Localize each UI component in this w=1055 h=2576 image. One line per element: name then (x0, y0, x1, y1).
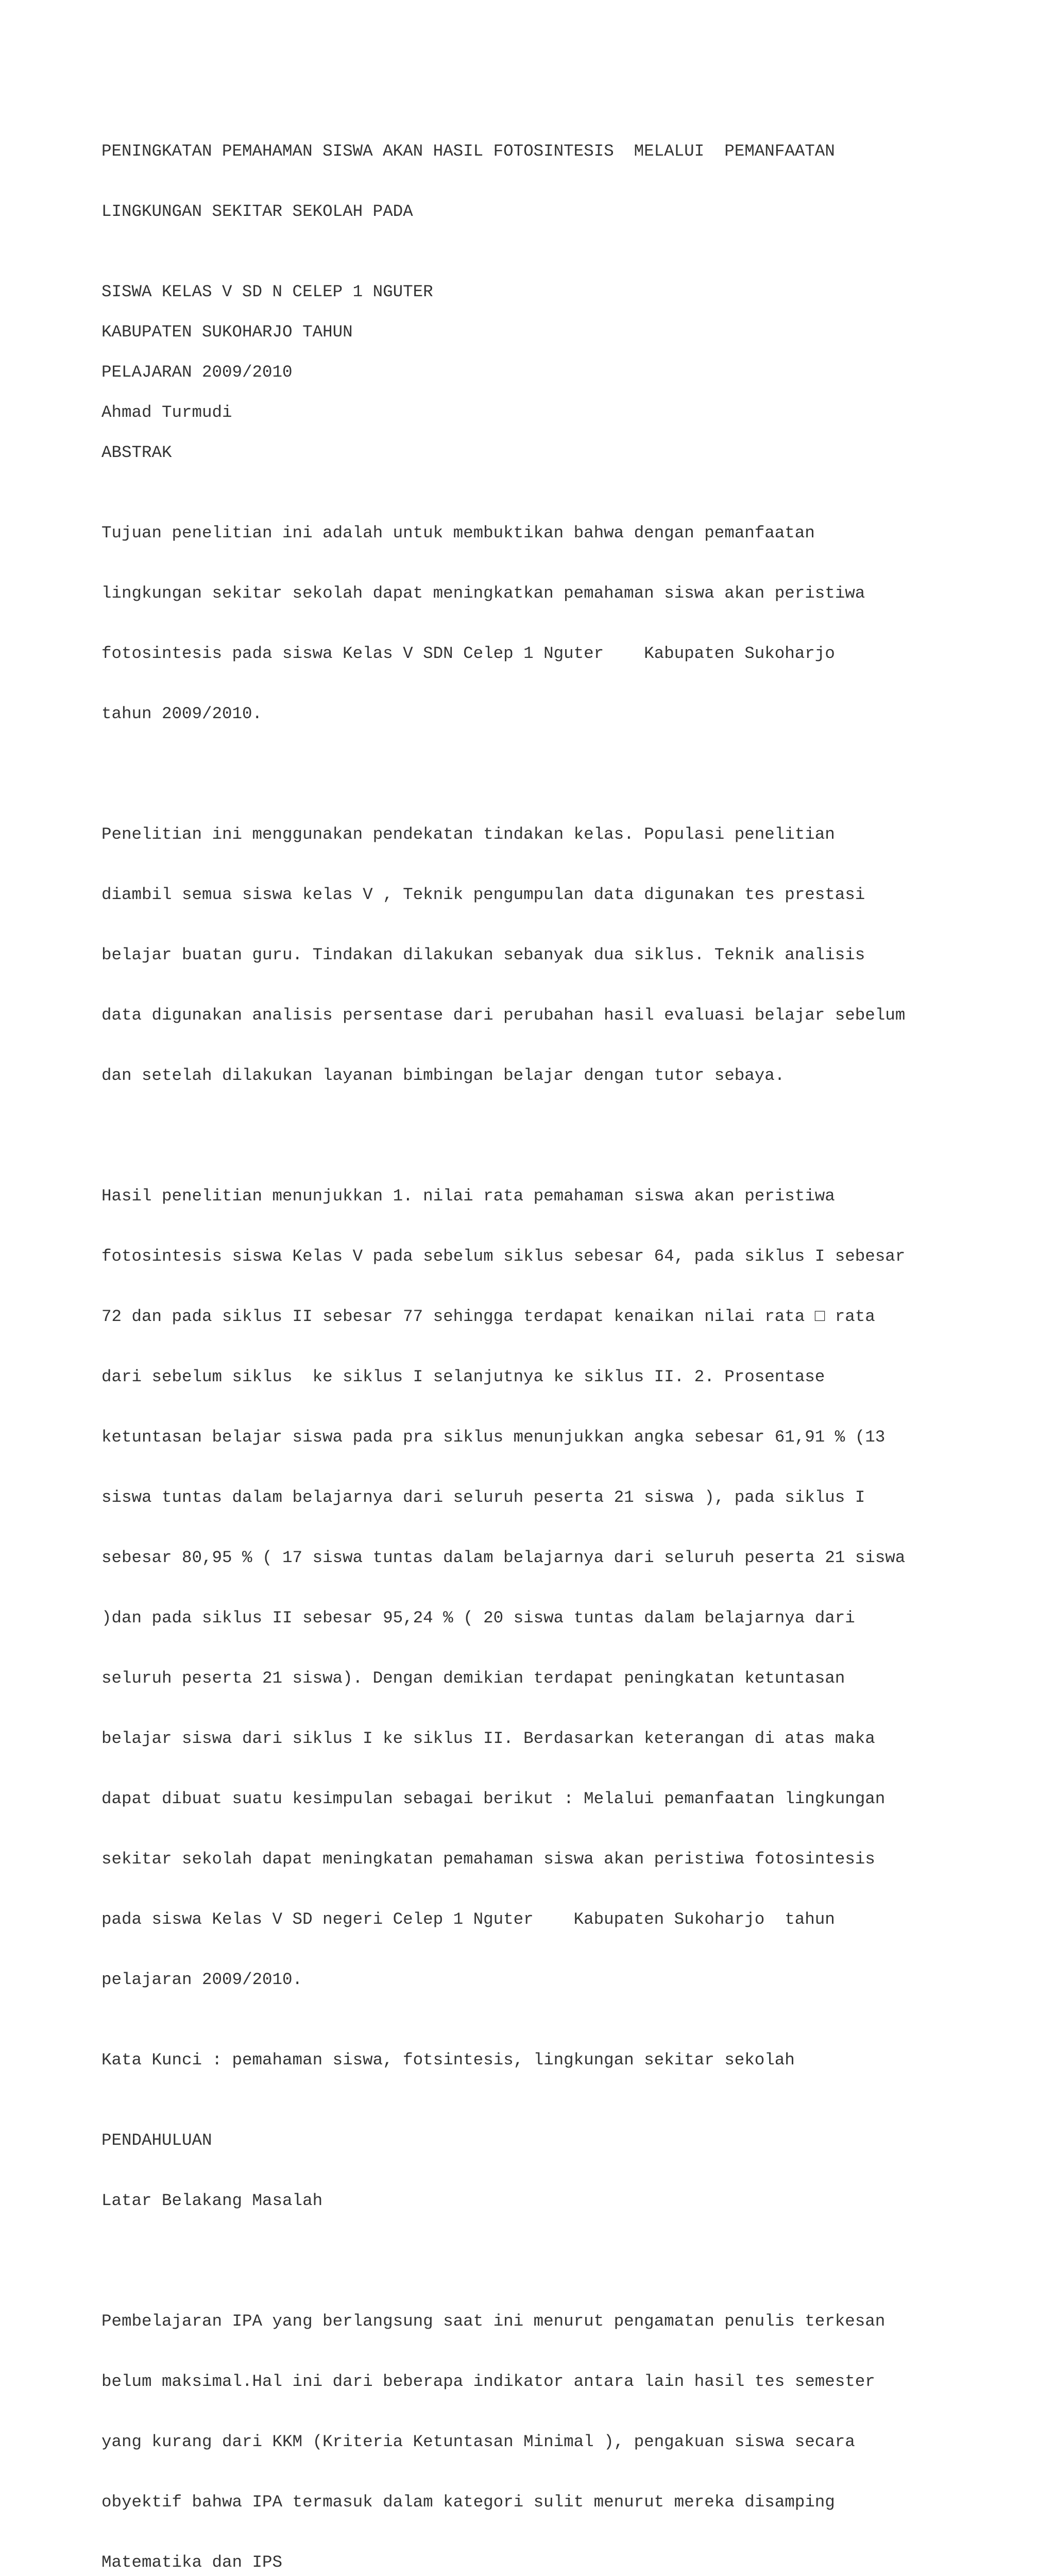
title-line: PENINGKATAN PEMAHAMAN SISWA AKAN HASIL FOTOSINTESIS MELALUI PEMANFAATAN (101, 142, 835, 161)
text-line: Tujuan penelitian ini adalah untuk membuktikan bahwa dengan pemanfaatan (101, 523, 815, 543)
document-title (101, 101, 977, 262)
intro-paragraph-1 (101, 2271, 977, 2576)
text-line: dari sebelum siklus ke siklus I selanjutnya ke siklus II. 2. Prosentase (101, 1367, 825, 1386)
text-line: tahun 2009/2010. (101, 704, 263, 723)
text-line: Hasil penelitian menunjukkan 1. nilai rata pemahaman siswa akan peristiwa (101, 1187, 835, 1206)
title-line: LINGKUNGAN SEKITAR SEKOLAH PADA (101, 202, 413, 221)
abstract-heading: ABSTRAK (101, 443, 172, 462)
text-line: Penelitian ini menggunakan pendekatan tindakan kelas. Populasi penelitian (101, 825, 835, 844)
text-line: data digunakan analisis persentase dari perubahan hasil evaluasi belajar sebelum (101, 1006, 906, 1025)
abstract-paragraph-2 (101, 784, 977, 1126)
text-line: diambil semua siswa kelas V , Teknik pengumpulan data digunakan tes prestasi (101, 885, 865, 904)
subtitle-regency: KABUPATEN SUKOHARJO TAHUN (101, 323, 353, 342)
section-subheading: Latar Belakang Masalah (101, 2191, 323, 2210)
text-line: ketuntasan belajar siswa pada pra siklus menunjukkan angka sebesar 61,91 % (13 (101, 1428, 886, 1447)
text-line: fotosintesis siswa Kelas V pada sebelum siklus sebesar 64, pada siklus I sebesar (101, 1247, 906, 1266)
subtitle-class: SISWA KELAS V SD N CELEP 1 NGUTER (101, 282, 433, 301)
subtitle-year: PELAJARAN 2009/2010 (101, 363, 293, 382)
text-line: seluruh peserta 21 siswa). Dengan demikian terdapat peningkatan ketuntasan (101, 1669, 845, 1688)
text-line: sebesar 80,95 % ( 17 siswa tuntas dalam belajarnya dari seluruh peserta 21 siswa (101, 1548, 906, 1567)
text-line: lingkungan sekitar sekolah dapat meningkatkan pemahaman siswa akan peristiwa (101, 584, 865, 603)
text-line: belajar siswa dari siklus I ke siklus II. Berdasarkan keterangan di atas maka (101, 1729, 875, 1748)
text-line: 72 dan pada siklus II sebesar 77 sehingga terdapat kenaikan nilai rata □ rata (101, 1307, 875, 1326)
introduction-heading-group (101, 2090, 977, 2251)
text-line: Matematika dan IPS (101, 2553, 283, 2572)
text-line: belum maksimal.Hal ini dari beberapa indikator antara lain hasil tes semester (101, 2372, 875, 2391)
author-name: Ahmad Turmudi (101, 403, 232, 422)
text-line: sekitar sekolah dapat meningkatan pemahaman siswa akan peristiwa fotosintesis (101, 1850, 875, 1869)
text-line: pelajaran 2009/2010. (101, 1970, 303, 1989)
text-line: pada siswa Kelas V SD negeri Celep 1 Nguter Kabupaten Sukoharjo tahun (101, 1910, 835, 1929)
text-line: yang kurang dari KKM (Kriteria Ketuntasan Minimal ), pengakuan siswa secara (101, 2432, 855, 2451)
keywords-line: Kata Kunci : pemahaman siswa, fotsintesis, lingkungan sekitar sekolah (101, 2050, 795, 2070)
text-line: belajar buatan guru. Tindakan dilakukan sebanyak dua siklus. Teknik analisis (101, 945, 865, 964)
abstract-paragraph-1 (101, 483, 977, 764)
text-line: siswa tuntas dalam belajarnya dari seluruh peserta 21 siswa ), pada siklus I (101, 1488, 865, 1507)
document-page (101, 101, 977, 2576)
text-line: obyektif bahwa IPA termasuk dalam kategori sulit menurut mereka disamping (101, 2493, 835, 2512)
abstract-paragraph-3 (101, 1146, 977, 2030)
text-line: Pembelajaran IPA yang berlangsung saat ini menurut pengamatan penulis terkesan (101, 2312, 886, 2331)
text-line: fotosintesis pada siswa Kelas V SDN Celep 1 Nguter Kabupaten Sukoharjo (101, 644, 835, 663)
text-line: dan setelah dilakukan layanan bimbingan belajar dengan tutor sebaya. (101, 1066, 785, 1085)
section-heading: PENDAHULUAN (101, 2131, 212, 2150)
text-line: dapat dibuat suatu kesimpulan sebagai berikut : Melalui pemanfaatan lingkungan (101, 1789, 886, 1808)
text-line: )dan pada siklus II sebesar 95,24 % ( 20 siswa tuntas dalam belajarnya dari (101, 1608, 855, 1628)
